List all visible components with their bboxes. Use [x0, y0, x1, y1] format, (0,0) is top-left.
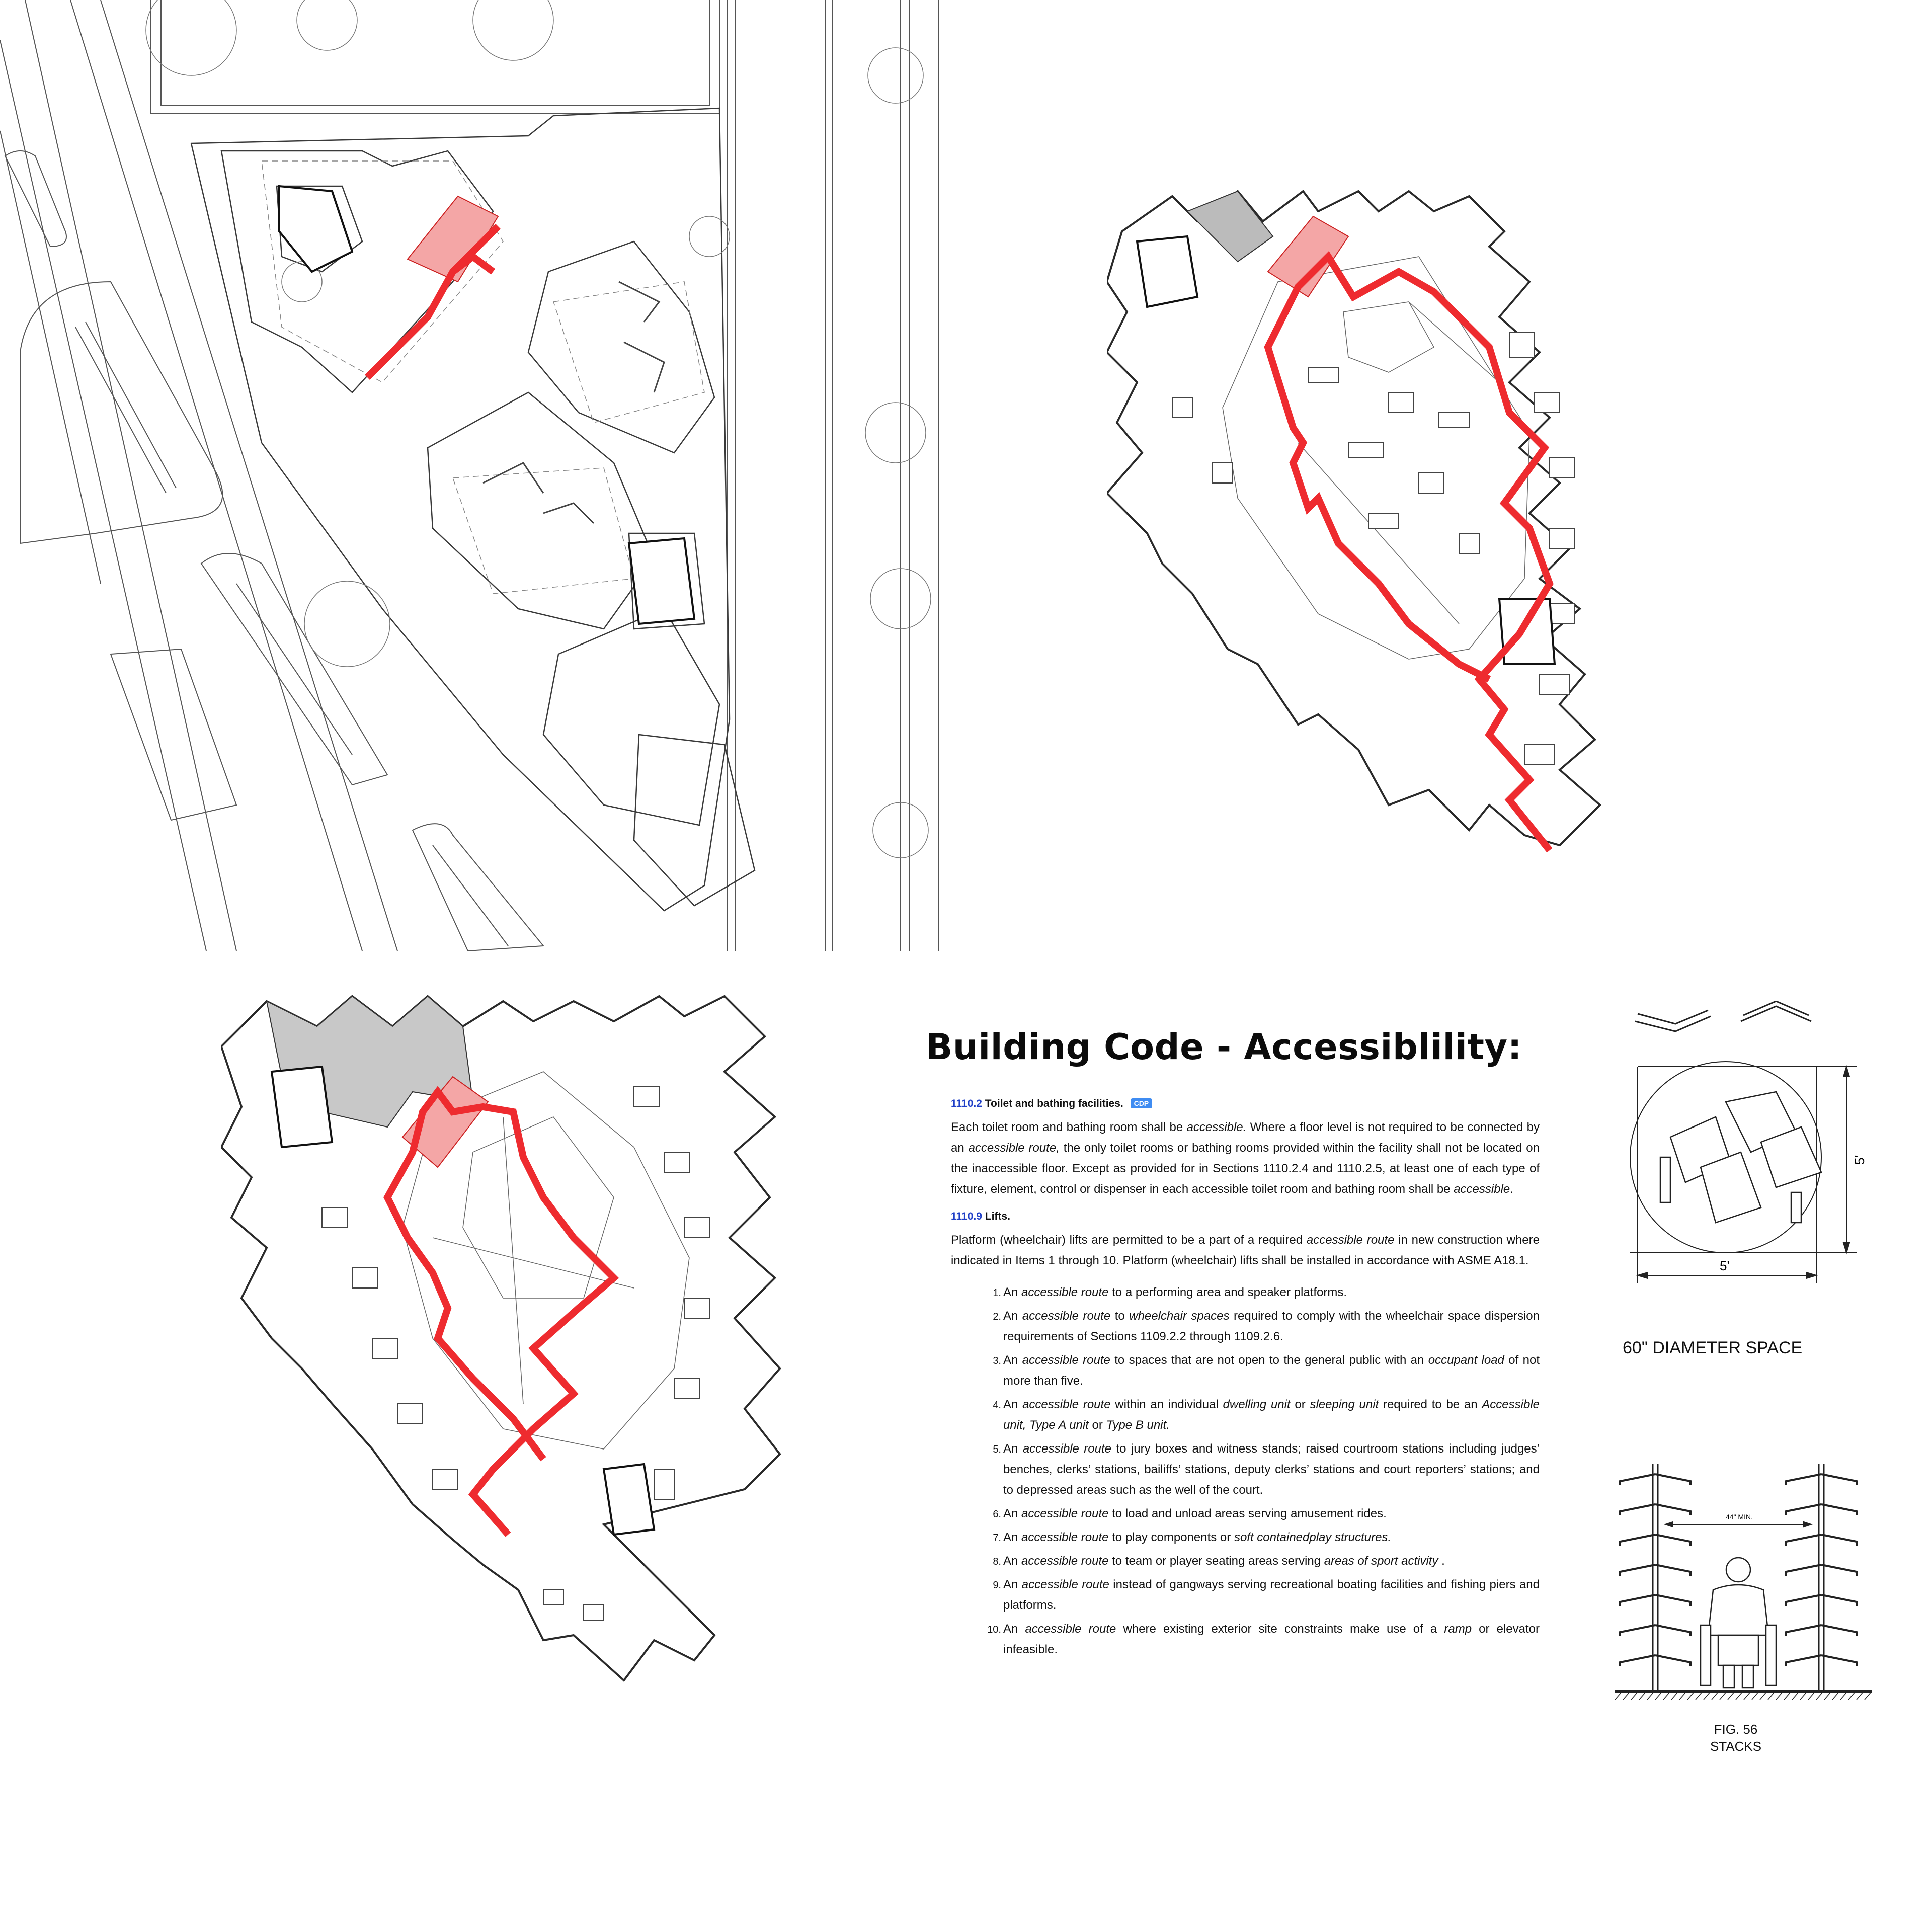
ground-hatch-line — [1623, 1693, 1629, 1700]
ground-hatch-line — [1760, 1693, 1766, 1700]
list-item: 1. An accessible route to a performing area and speaker platforms. — [1003, 1282, 1540, 1303]
ground-hatch-line — [1639, 1693, 1645, 1700]
shelf-bracket — [1786, 1535, 1821, 1546]
ground-hatch-line — [1712, 1693, 1718, 1700]
dim-vertical-label: 5' — [1852, 1155, 1867, 1165]
ground-hatch-line — [1663, 1693, 1669, 1700]
shelf-bracket — [1620, 1625, 1655, 1636]
list-item: 9. An accessible route instead of gangways serving recreational boating facilities and fishing piers and platforms. — [1003, 1574, 1540, 1616]
stacks-caption-fig: FIG. 56 — [1714, 1722, 1758, 1737]
list-item: 2. An accessible route to wheelchair spaces required to comply with the wheelchair space dispersion requirements of Sections 1109.2.2 through 1109.2.6. — [1003, 1306, 1540, 1347]
lift-conditions-list — [926, 1282, 1560, 1660]
list-item: 7. An accessible route to play components or soft containedplay structures. — [1003, 1527, 1540, 1548]
shelf-bracket — [1786, 1655, 1821, 1666]
ground-hatch-line — [1679, 1693, 1685, 1700]
section-heading-text: Lifts. — [985, 1211, 1010, 1222]
ground-hatch-line — [1615, 1693, 1621, 1700]
shelf-bracket — [1821, 1565, 1857, 1576]
section-number-link[interactable]: 1110.2 — [951, 1098, 982, 1109]
shelf-bracket — [1620, 1535, 1655, 1546]
stacks-figure — [1615, 1459, 1877, 1711]
ground-hatch-line — [1647, 1693, 1653, 1700]
floor-plan-lower — [221, 986, 795, 1721]
list-item-number: 2. — [993, 1311, 1001, 1322]
ground-hatch-line — [1800, 1693, 1806, 1700]
section-1110-2-body: Each toilet room and bathing room shall be accessible. Where a floor level is not required to be connected by an accessible route, the only toilet rooms or bathing rooms provided within the facility shall not be located on the inaccessible floor. Except as provided for in Sections 1110.2.4 and 1110.2.5, at least one of each type of fixture, element, control or dispenser in each accessible toilet room and bathing room shall be accessible. — [951, 1120, 1540, 1196]
aisle-dim-label: 44" MIN. — [1726, 1513, 1753, 1521]
stacks-caption-title: STACKS — [1710, 1739, 1762, 1754]
stacks-caption — [1696, 1721, 1776, 1755]
ground-hatch-line — [1704, 1693, 1710, 1700]
code-text-block — [926, 1026, 1560, 1663]
shelf-bracket — [1620, 1655, 1655, 1666]
shelf-bracket — [1786, 1625, 1821, 1636]
ground-hatch-line — [1848, 1693, 1855, 1700]
list-item: 5. An accessible route to jury boxes and witness stands; raised courtroom stations including judges’ benches, clerks’ stations, bailiffs’ stations, deputy clerks’ stations and court reporters’ stations; and to depressed areas such as the well of the court. — [1003, 1438, 1540, 1500]
list-item-number: 8. — [993, 1556, 1001, 1567]
section-1110-9-body: Platform (wheelchair) lifts are permitted to be a part of a required accessible route in new construction where indicated in Items 1 through 10. Platform (wheelchair) lifts shall be installed in accordance with ASME A18.1. — [951, 1233, 1540, 1267]
shelf-bracket — [1620, 1565, 1655, 1576]
ground-hatch-line — [1824, 1693, 1830, 1700]
list-item-number: 6. — [993, 1509, 1001, 1520]
ground-hatch-line — [1720, 1693, 1726, 1700]
floor-plan-upper — [1107, 181, 1660, 886]
site-plan — [0, 0, 946, 951]
shelf-bracket — [1620, 1595, 1655, 1606]
wheelchair-user-icon — [1701, 1558, 1776, 1688]
ground-hatch-line — [1744, 1693, 1750, 1700]
page-title: Building Code - Accessiblility: — [926, 1026, 1522, 1068]
shelf-bracket — [1655, 1595, 1691, 1606]
shelf-bracket — [1786, 1595, 1821, 1606]
section-heading-text: Toilet and bathing facilities. — [985, 1098, 1123, 1109]
shelf-bracket — [1821, 1504, 1857, 1515]
list-item-number: 5. — [993, 1444, 1001, 1455]
shelf-bracket — [1821, 1474, 1857, 1485]
shelf-bracket — [1655, 1504, 1691, 1515]
ground-hatch-line — [1696, 1693, 1702, 1700]
shelf-bracket — [1786, 1504, 1821, 1515]
ground-hatch-line — [1784, 1693, 1790, 1700]
shelf-bracket — [1620, 1474, 1655, 1485]
ground-hatch-line — [1631, 1693, 1637, 1700]
list-item-number: 10. — [987, 1624, 1001, 1635]
shelf-bracket — [1620, 1504, 1655, 1515]
ground-hatch-line — [1776, 1693, 1782, 1700]
ground-hatch-line — [1671, 1693, 1677, 1700]
list-item: 10. An accessible route where existing exterior site constraints make use of a ramp or elevator infeasible. — [1003, 1619, 1540, 1660]
shelf-bracket — [1655, 1535, 1691, 1546]
list-item: 6. An accessible route to load and unload areas serving amusement rides. — [1003, 1503, 1540, 1524]
section-number-link[interactable]: 1110.9 — [951, 1211, 982, 1222]
list-item: 3. An accessible route to spaces that are not open to the general public with an occupant load of not more than five. — [1003, 1350, 1540, 1391]
turning-space-figure — [1610, 1001, 1892, 1313]
cdp-badge[interactable]: CDP — [1131, 1098, 1153, 1108]
ground-hatch-line — [1728, 1693, 1734, 1700]
list-item-number: 7. — [993, 1533, 1001, 1544]
shelf-bracket — [1786, 1474, 1821, 1485]
dim-horizontal-label: 5' — [1720, 1258, 1730, 1273]
ground-hatch-line — [1687, 1693, 1694, 1700]
ground-hatch-line — [1832, 1693, 1838, 1700]
turning-space-label: 60" DIAMETER SPACE — [1623, 1338, 1803, 1357]
list-item: 8. An accessible route to team or player seating areas serving areas of sport activity . — [1003, 1551, 1540, 1571]
ground-hatch-line — [1768, 1693, 1774, 1700]
list-item-number: 3. — [993, 1355, 1001, 1366]
shelf-bracket — [1821, 1655, 1857, 1666]
shelf-bracket — [1655, 1565, 1691, 1576]
section-1110-2-heading — [951, 1098, 1560, 1110]
list-item-number: 4. — [993, 1400, 1001, 1411]
list-item-number: 9. — [993, 1580, 1001, 1591]
list-item-number: 1. — [993, 1287, 1001, 1299]
section-1110-9-heading — [951, 1211, 1560, 1223]
ground-hatch-line — [1736, 1693, 1742, 1700]
shelf-bracket — [1655, 1655, 1691, 1666]
ground-hatch-line — [1816, 1693, 1822, 1700]
ground-hatch-line — [1865, 1693, 1871, 1700]
ground-hatch-line — [1808, 1693, 1814, 1700]
shelf-bracket — [1821, 1595, 1857, 1606]
ground-hatch-line — [1655, 1693, 1661, 1700]
ground-hatch-line — [1840, 1693, 1846, 1700]
ground-hatch-line — [1857, 1693, 1863, 1700]
shelf-bracket — [1655, 1625, 1691, 1636]
shelf-bracket — [1655, 1474, 1691, 1485]
ground-hatch-line — [1792, 1693, 1798, 1700]
ground-hatch-line — [1752, 1693, 1758, 1700]
shelf-bracket — [1821, 1535, 1857, 1546]
list-item: 4. An accessible route within an individual dwelling unit or sleeping unit required to be an Accessible unit, Type A unit or Type B unit. — [1003, 1394, 1540, 1435]
shelf-bracket — [1786, 1565, 1821, 1576]
shelf-bracket — [1821, 1625, 1857, 1636]
